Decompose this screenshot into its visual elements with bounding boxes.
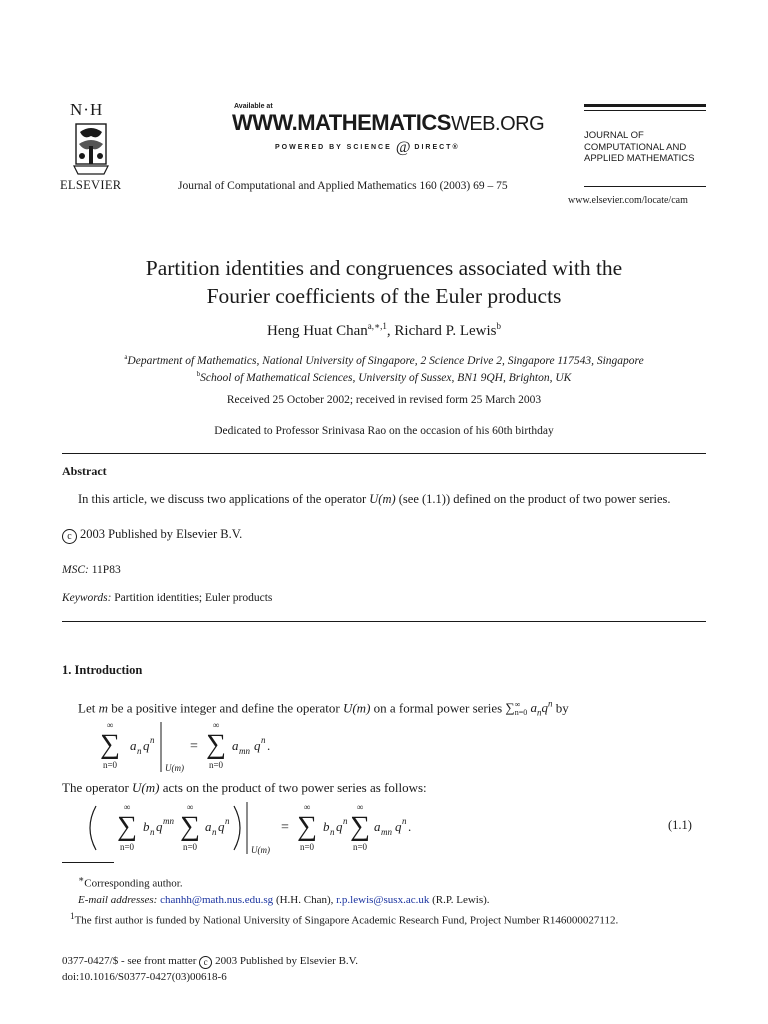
intro-text: acts on the product of two power series as follows: [159,780,427,795]
publisher-name: ELSEVIER [60,178,122,192]
series-variable: q [395,819,402,834]
intro-text: be a positive integer and define the operator [107,700,343,716]
intro-text: on a formal power series [370,700,506,716]
series-index: n [330,827,335,837]
equation-number: (1.1) [668,818,692,832]
series-coefficient: a [530,700,537,716]
footnote-text: Corresponding author. [84,877,183,890]
author-affiliation-mark[interactable]: a,∗,1 [367,321,387,331]
doi-line[interactable]: doi:10.1016/S0377-0427(03)00618-6 [62,971,227,983]
abstract-text [62,491,706,507]
keywords [62,592,272,604]
journal-brand-title [584,130,695,165]
equals-sign: = [190,739,198,754]
series-index: n [137,746,142,756]
footnote-funding [62,908,706,929]
affiliation-text: School of Mathematical Sciences, University of Sussex, BN1 9QH, Brighton, UK [200,371,572,384]
series-index: n [212,827,217,837]
journal-brand-line: COMPUTATIONAL AND [584,141,687,153]
series-index: mn [239,746,250,756]
sum-upper-limit: ∞ [186,802,194,812]
msc-value: 11P83 [91,564,121,576]
affiliation-a [0,353,768,367]
sum-lower-limit: n=0 [514,708,528,718]
sum-symbol: ∑ [350,811,370,842]
author-list [0,321,768,340]
footnote-text: The first author is funded by National University of Singapore Academic Research Fund, Project Number R146000027112. [74,914,619,927]
msc-codes [62,564,121,576]
author-name: Richard P. Lewis [394,323,497,339]
sum-lower-limit: n=0 [208,760,224,770]
footnotes [62,871,706,928]
journal-brand-line: JOURNAL OF [584,130,644,141]
footnote-corresponding [62,871,706,892]
operator-evaluation: U(m) [251,845,270,855]
divider [62,453,706,454]
paper-title [0,254,768,310]
footnote-mark: ∗ [78,874,85,884]
copyright-icon: c [62,529,77,544]
operator-symbol: U(m) [342,700,371,716]
sum-symbol: ∑ [117,811,137,842]
msc-label: MSC: [62,564,89,576]
affiliation-mark: a [124,353,128,361]
sum-symbol: ∑ [505,700,515,716]
journal-brand-rule-top [584,104,706,107]
elsevier-tree-icon [68,122,114,176]
publisher-logo-text: N·H [70,100,104,119]
author-name: Heng Huat Chan [266,323,368,339]
author-affiliation-mark[interactable]: b [496,321,501,331]
sum-upper-limit: ∞ [514,700,521,710]
sum-upper-limit: ∞ [212,720,220,730]
affiliation-text: Department of Mathematics, National University of Singapore, 2 Science Drive 2, Singapore 117543, Singapore [127,354,644,367]
abstract-text-part: (see (1.1)) defined on the product of two power series. [395,492,671,506]
affiliation-mark: b [196,370,201,378]
science-direct-logo [275,139,460,157]
sum-lower-limit: n=0 [119,842,135,852]
keywords-label: Keywords: [62,592,112,604]
footnote-mark: 1 [70,910,75,921]
copyright-icon: c [199,956,212,969]
direct-text: DIRECT® [414,144,460,151]
sum-symbol: ∑ [180,811,200,842]
issn-text: 0377-0427/$ - see front matter [62,955,197,967]
mathweb-suffix-text: WEB.ORG [450,113,545,135]
dedication: Dedicated to Professor Srinivasa Rao on the occasion of his 60th birthday [214,425,554,437]
series-variable: q [336,819,343,834]
paper-title-line: Fourier coefficients of the Euler products [206,284,562,308]
footnote-rule [62,862,114,863]
divider [62,621,706,622]
sum-lower-limit: n=0 [299,842,315,852]
journal-brand-rule-thin [584,110,706,111]
math-symbol: m [98,700,108,716]
sum-lower-limit: n=0 [102,760,118,770]
intro-paragraph [62,780,427,796]
operator-symbol: U(m) [132,780,160,795]
series-variable: q [156,819,163,834]
journal-brand-rule-bottom [584,186,706,187]
series-coefficient: b [323,819,330,834]
email-link[interactable]: r.p.lewis@susx.ac.uk [336,893,430,906]
footnote-email [62,892,706,908]
series-variable: q [143,738,150,753]
paper-title-line: Partition identities and congruences associated with the [145,256,623,280]
series-power: mn [163,816,174,826]
equation-period: . [408,819,412,834]
science-direct-at-icon: @ [395,139,411,156]
section-heading: 1. Introduction [62,663,143,677]
series-coefficient: a [205,819,212,834]
intro-text: The operator [62,780,133,795]
series-index: n [536,707,542,718]
intro-text: Let [78,700,99,716]
series-index: n [150,827,155,837]
keywords-value: Partition identities; Euler products [114,592,273,604]
sum-upper-limit: ∞ [356,802,364,812]
journal-url-link[interactable]: www.elsevier.com/locate/cam [568,195,688,206]
journal-brand-line: APPLIED MATHEMATICS [584,153,695,164]
sum-upper-limit: ∞ [123,802,131,812]
received-dates: Received 25 October 2002; received in revised form 25 March 2003 [226,394,542,406]
series-power: n [150,735,155,745]
email-link[interactable]: chanhh@math.nus.edu.sg [160,893,274,906]
author-separator: , [386,323,395,339]
sum-upper-limit: ∞ [303,802,311,812]
inline-series [505,699,553,718]
series-coefficient: b [143,819,150,834]
series-power: n [343,816,348,826]
series-power: n [547,699,553,709]
series-variable: q [218,819,225,834]
series-power: n [402,816,407,826]
issn-line [62,953,358,969]
intro-text: by [552,700,569,716]
email-label: E-mail addresses: [78,893,158,906]
operator-symbol: U(m) [369,492,396,506]
sum-lower-limit: n=0 [352,842,368,852]
mathweb-available-label: Available at [234,103,273,110]
powered-by-text: POWERED BY SCIENCE [275,144,392,151]
series-power: n [261,735,266,745]
affiliation-b [0,370,768,384]
series-variable: q [254,738,261,753]
operator-evaluation: U(m) [165,763,184,773]
series-coefficient: a [374,819,381,834]
abstract-heading: Abstract [62,464,107,478]
email-owner: (R.P. Lewis). [432,893,490,906]
abstract-text-part: In this article, we discuss two applications of the operator [78,492,370,506]
front-matter [62,953,358,985]
series-variable: q [541,700,548,716]
sum-symbol: ∑ [100,729,120,760]
email-owner: (H.H. Chan), [275,893,334,906]
journal-citation: Journal of Computational and Applied Mathematics 160 (2003) 69 – 75 [178,180,508,192]
publisher-logo [62,100,122,192]
mathweb-main-text: WWW.MATHEMATICS [232,110,451,135]
intro-paragraph [62,699,706,718]
equals-sign: = [281,820,289,835]
sum-lower-limit: n=0 [182,842,198,852]
copyright-text: 2003 Published by Elsevier B.V. [80,527,243,541]
equation-period: . [267,738,271,753]
sum-symbol: ∑ [297,811,317,842]
mathweb-logo[interactable] [232,110,544,136]
sum-symbol: ∑ [206,729,226,760]
sum-upper-limit: ∞ [106,720,114,730]
series-coefficient: a [232,738,239,753]
abstract-copyright [62,527,242,544]
series-index: mn [381,827,392,837]
issn-text: 2003 Published by Elsevier B.V. [215,955,358,967]
series-coefficient: a [130,738,137,753]
series-power: n [225,816,230,826]
